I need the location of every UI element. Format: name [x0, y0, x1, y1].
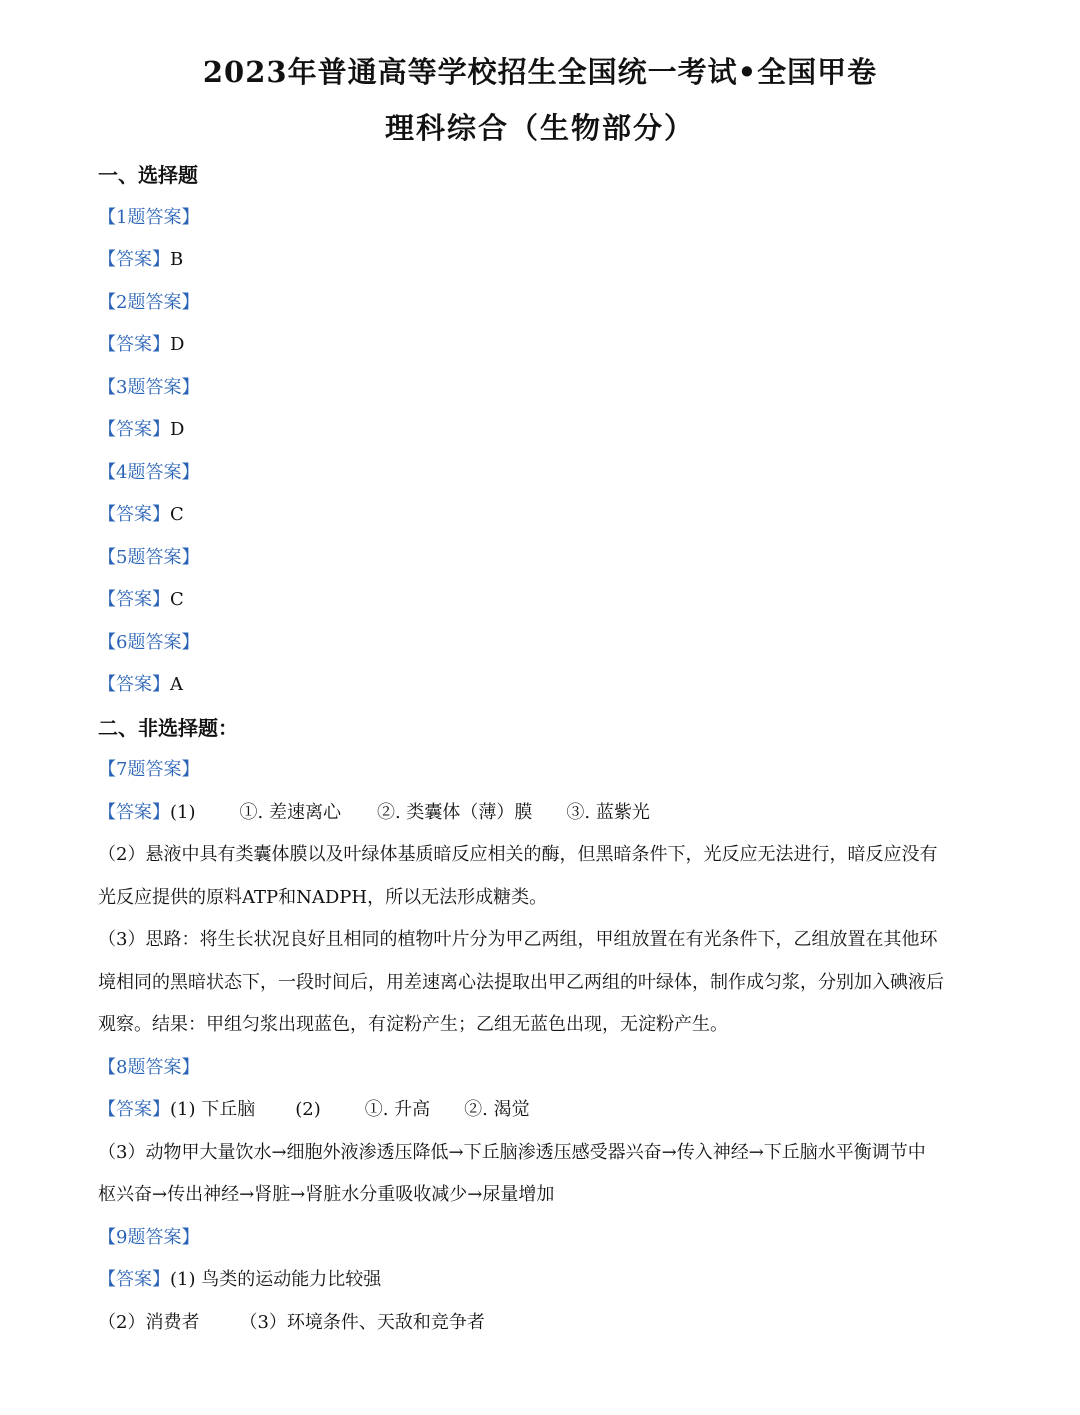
q2-answer-value: D — [170, 334, 185, 355]
answer-content — [98, 154, 988, 1344]
q4-header: 【4题答案】 — [98, 461, 200, 483]
q3-header: 【3题答案】 — [98, 376, 200, 398]
q7-part2-line2: 光反应提供的原料ATP和NADPH，所以无法形成糖类。 — [98, 886, 548, 908]
q4-answer — [98, 494, 988, 537]
q7-part1-b: ②. 类囊体（薄）膜 — [376, 801, 533, 823]
answer-tag: 【答案】 — [98, 419, 170, 440]
q7-part2-line1: （2）悬液中具有类囊体膜以及叶绿体基质暗反应相关的酶，但黑暗条件下，光反应无法进行，暗反应没有 — [98, 844, 938, 865]
q8-part3-line2: 枢兴奋→传出神经→肾脏→肾脏水分重吸收减少→尿量增加 — [98, 1184, 555, 1205]
q9-part1 — [98, 1259, 988, 1302]
q2-header: 【2题答案】 — [98, 291, 200, 313]
q6-answer — [98, 664, 988, 707]
q4-answer-value: C — [170, 504, 184, 525]
q1-answer-value: B — [170, 249, 184, 270]
q5-answer-value: C — [170, 589, 184, 610]
q7-part3-line3: 观察。结果：甲组匀浆出现蓝色，有淀粉产生；乙组无蓝色出现，无淀粉产生。 — [98, 1014, 728, 1035]
q8-part2-b: ②. 渴觉 — [464, 1099, 530, 1120]
q1-header: 【1题答案】 — [98, 206, 200, 228]
q1-answer — [98, 239, 988, 282]
answer-tag: 【答案】 — [98, 504, 170, 525]
q9-part3-text: （3）环境条件、天敌和竞争者 — [239, 1311, 485, 1333]
q9-part2-text: （2）消费者 — [98, 1311, 200, 1333]
q7-part3-line2: 境相同的黑暗状态下，一段时间后，用差速离心法提取出甲乙两组的叶绿体，制作成匀浆，分别加入碘液后 — [98, 971, 944, 993]
section-non-multiple-choice: 二、非选择题： — [98, 715, 238, 740]
q8-part2-num: (2) — [295, 1099, 321, 1120]
q6-answer-value: A — [170, 674, 183, 695]
q9-part2-3 — [98, 1302, 988, 1345]
answer-tag: 【答案】 — [98, 334, 170, 355]
q6-header: 【6题答案】 — [98, 631, 200, 653]
q8-part2-a: ①. 升高 — [364, 1099, 431, 1120]
exam-title: 2023年普通高等学校招生全国统一考试•全国甲卷 — [202, 55, 878, 89]
q7-part1-c: ③. 蓝紫光 — [566, 801, 650, 823]
answer-tag: 【答案】 — [98, 1099, 170, 1120]
answer-tag: 【答案】 — [98, 801, 170, 823]
q8-part1-text: (1) 下丘脑 — [170, 1099, 256, 1120]
q2-answer — [98, 324, 988, 367]
q8-part1 — [98, 1089, 988, 1132]
answer-tag: 【答案】 — [98, 1269, 170, 1290]
exam-subtitle: 理科综合（生物部分） — [384, 111, 695, 145]
q8-part3-line1: （3）动物甲大量饮水→细胞外液渗透压降低→下丘脑渗透压感受器兴奋→传入神经→下丘脑水平衡调节中 — [98, 1141, 926, 1163]
q7-part1-a: ①. 差速离心 — [239, 801, 341, 823]
q3-answer — [98, 409, 988, 452]
q9-part1-text: (1) 鸟类的运动能力比较强 — [170, 1269, 382, 1290]
q7-part1-num: (1) — [170, 801, 196, 823]
q3-answer-value: D — [170, 419, 185, 440]
answer-tag: 【答案】 — [98, 249, 170, 270]
answer-tag: 【答案】 — [98, 674, 170, 695]
answer-tag: 【答案】 — [98, 589, 170, 610]
section-multiple-choice: 一、选择题 — [98, 163, 198, 187]
q5-header: 【5题答案】 — [98, 546, 200, 568]
q8-header: 【8题答案】 — [98, 1056, 200, 1078]
q9-header: 【9题答案】 — [98, 1226, 200, 1248]
q5-answer — [98, 579, 988, 622]
q7-header: 【7题答案】 — [98, 759, 200, 780]
q7-part1 — [98, 792, 988, 835]
q7-part3-line1: （3）思路：将生长状况良好且相同的植物叶片分为甲乙两组，甲组放置在有光条件下，乙组放置在其他环 — [98, 929, 938, 950]
